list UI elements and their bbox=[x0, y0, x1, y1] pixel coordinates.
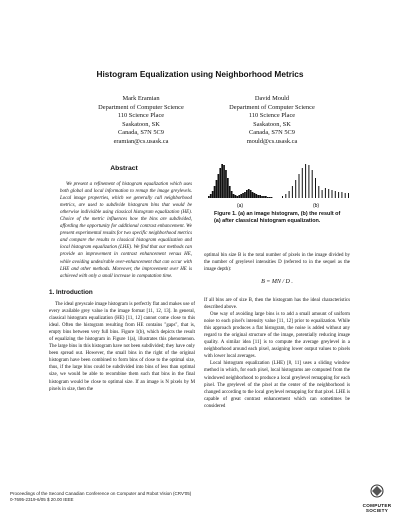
figure-caption: Figure 1. (a) an image histogram, (b) the result of (a) after classical histogram equalization. bbox=[214, 211, 341, 225]
society-emblem-icon bbox=[369, 484, 385, 498]
histogram-bar bbox=[295, 180, 296, 198]
histogram-bar bbox=[345, 193, 346, 198]
figure-label-b: (b) bbox=[312, 203, 320, 208]
right-column-intro bbox=[204, 252, 350, 273]
author-dept: Department of Computer Science bbox=[229, 103, 315, 111]
histogram-bar bbox=[318, 186, 319, 198]
histogram-bar bbox=[233, 194, 235, 198]
histogram-bar bbox=[248, 189, 250, 198]
author-name: David Mould bbox=[254, 95, 290, 102]
logo-text-society: SOCIETY bbox=[365, 508, 389, 513]
abstract-paragraph: We present a refinement of histogram equalization which uses both global and local information to remap the image greylevels. Local image properties, which we generally call neighborhood metrics, are used to subdivide histogram bins that would be otherwise indivisible using classical histogram equalization (HE). Choice of the metric influences how the bins are subdivided, affording the opportunity for additional contrast enhancement. We present experimental results for two specific neighborhood metrics and compare the results to classical histogram equalization and local histogram equalization (LHE). We find that our methods can provide an improvement in contrast enhancement versus HE, while avoiding undesirable over-enhancement that can occur with LHE and other methods. Moreover, the improvement over HE is achieved with only a small increase in computation time. bbox=[60, 182, 192, 279]
histogram-bar bbox=[269, 197, 271, 198]
author-dept: Department of Computer Science bbox=[98, 103, 184, 111]
histogram-bar bbox=[208, 196, 210, 198]
histogram-bar bbox=[265, 196, 267, 198]
histogram-bar bbox=[240, 194, 242, 198]
histogram-bar bbox=[250, 190, 252, 198]
histogram-bar bbox=[218, 174, 220, 198]
histogram-bar bbox=[335, 191, 336, 198]
equation: B = MN / D . bbox=[261, 279, 293, 285]
histogram-b bbox=[282, 164, 349, 198]
histogram-bar bbox=[285, 194, 286, 198]
histogram-bar bbox=[348, 193, 349, 198]
histogram-bar bbox=[302, 168, 303, 198]
histogram-bar bbox=[292, 186, 293, 198]
author-address-line: Canada, S7N 5C9 bbox=[118, 129, 164, 137]
page-footer bbox=[10, 491, 191, 503]
histogram-bar bbox=[263, 196, 265, 198]
footer-proceedings: Proceedings of the Second Canadian Conference on Computer and Robot Vision (CRV'05) bbox=[10, 491, 192, 496]
histogram-bar bbox=[322, 190, 323, 198]
histogram-bar bbox=[299, 174, 300, 198]
footer-isbn: 0-7695-2319-6/05 $ 20.00 IEEE bbox=[10, 497, 74, 503]
histogram-bar bbox=[219, 168, 221, 198]
author-address-line: Saskatoon, SK bbox=[253, 120, 291, 128]
histogram-bar bbox=[212, 191, 214, 198]
histogram-bar bbox=[231, 191, 233, 198]
histogram-bar bbox=[341, 192, 342, 198]
histogram-bar bbox=[256, 194, 258, 198]
computer-society-logo bbox=[358, 484, 396, 513]
abstract-text bbox=[60, 181, 192, 280]
histogram-bar bbox=[308, 165, 309, 198]
body-paragraph: The ideal greyscale image histogram is perfectly flat and makes use of every available grey value in the image format [11, 12, 13]. In general, classical histogram equalization (HE) [11, 12] cannot come close to this ideal. Often the histogram resulting from HE contains "gaps", that is, empty bins between very full bins. Figure 1(b), which depicts the result of equalizing the histogram in Figure 1(a), illustrates this phenomenon. The large bins in this histogram have not been subdivided; they have only been spread out. However, the small bins in the right of the original histogram have been combined to form bins of close to the optimal size, thus, if the large bins could be subdivided into bins of less than optimal size, we would be able to recombine them such that bins in the final histogram would be close to optimal size. If an image is N pixels by M pixels in size, then the bbox=[49, 302, 195, 392]
paper-title: Histogram Equalization using Neighborhood Metrics bbox=[96, 69, 304, 79]
abstract-heading: Abstract bbox=[110, 165, 138, 172]
histogram-bar bbox=[235, 195, 237, 198]
histogram-bar bbox=[315, 178, 316, 198]
author-address-line: 110 Science Place bbox=[248, 112, 296, 120]
histogram-bar bbox=[252, 192, 254, 198]
author-block-1 bbox=[76, 95, 206, 147]
left-column-body bbox=[49, 301, 195, 393]
author-address-line: Saskatoon, SK bbox=[122, 120, 160, 128]
histogram-bar bbox=[305, 164, 306, 198]
histogram-bar bbox=[338, 192, 339, 198]
histogram-bar bbox=[261, 196, 263, 198]
body-paragraph: If all bins are of size B, then the histogram has the ideal characteristics described above. bbox=[204, 298, 350, 311]
author-email: eramian@cs.usask.ca bbox=[113, 137, 169, 145]
histogram-bar bbox=[332, 190, 333, 198]
author-email: mould@cs.usask.ca bbox=[246, 137, 298, 145]
author-block-2 bbox=[207, 95, 337, 147]
histogram-bar bbox=[325, 188, 326, 198]
histogram-bar bbox=[267, 197, 269, 198]
author-name: Mark Eramian bbox=[122, 95, 160, 102]
figure-1-histograms bbox=[204, 160, 352, 208]
histogram-bar bbox=[282, 196, 283, 198]
body-paragraph: One way of avoiding large bins is to add a small amount of uniform noise to each pixel's intensity value [11, 12] prior to equalization. While this approach produces a flat histogram, the noise is added without any regard to the original structure of the image, potentially reducing image quality. A similar idea [11] is to compute the average greylevel in a neighborhood around each pixel, assigning lower output values to pixels with lower local averages. bbox=[204, 312, 350, 360]
body-paragraph: Local histogram equalization (LHE) [8, 11] uses a sliding window method in which, for each pixel, local histograms are computed from the windowed neighborhood to produce a local greylevel remapping for each pixel. The greylevel of the pixel at the center of the neighborhood is changed according to the local greylevel remapping for that pixel. LHE is capable of great contrast enhancement which can sometimes be considered bbox=[204, 361, 350, 409]
histogram-bar bbox=[237, 196, 239, 198]
histogram-bar bbox=[257, 195, 259, 198]
histogram-bar bbox=[246, 190, 248, 198]
histogram-bar bbox=[312, 170, 313, 198]
histogram-bar bbox=[254, 193, 256, 198]
histogram-bar bbox=[227, 178, 229, 198]
histogram-bar bbox=[328, 189, 329, 198]
histogram-bar bbox=[244, 192, 246, 198]
histogram-bar bbox=[259, 195, 261, 198]
body-paragraph: optimal bin size B is the total number of pixels in the image divided by the number of greylevel intensities D (referred to in the sequel as the image depth): bbox=[204, 253, 350, 273]
histogram-bar bbox=[289, 191, 290, 198]
logo-text-computer: COMPUTER bbox=[362, 503, 392, 508]
histogram-bar bbox=[238, 195, 240, 198]
histogram-bar bbox=[223, 165, 225, 198]
histogram-bar bbox=[214, 186, 216, 198]
histogram-bar bbox=[225, 170, 227, 198]
histogram-bar bbox=[271, 197, 273, 198]
section-heading: 1. Introduction bbox=[49, 289, 93, 296]
histogram-a bbox=[208, 164, 272, 198]
figure-label-a: (a) bbox=[236, 203, 244, 208]
right-column-body bbox=[204, 297, 350, 410]
histogram-bar bbox=[242, 193, 244, 198]
histogram-bar bbox=[229, 186, 231, 198]
histogram-bar bbox=[221, 164, 223, 198]
histogram-bar bbox=[216, 180, 218, 198]
author-address-line: Canada, S7N 5C9 bbox=[249, 129, 295, 137]
histogram-bar bbox=[210, 194, 212, 198]
author-address-line: 110 Science Place bbox=[117, 112, 165, 120]
